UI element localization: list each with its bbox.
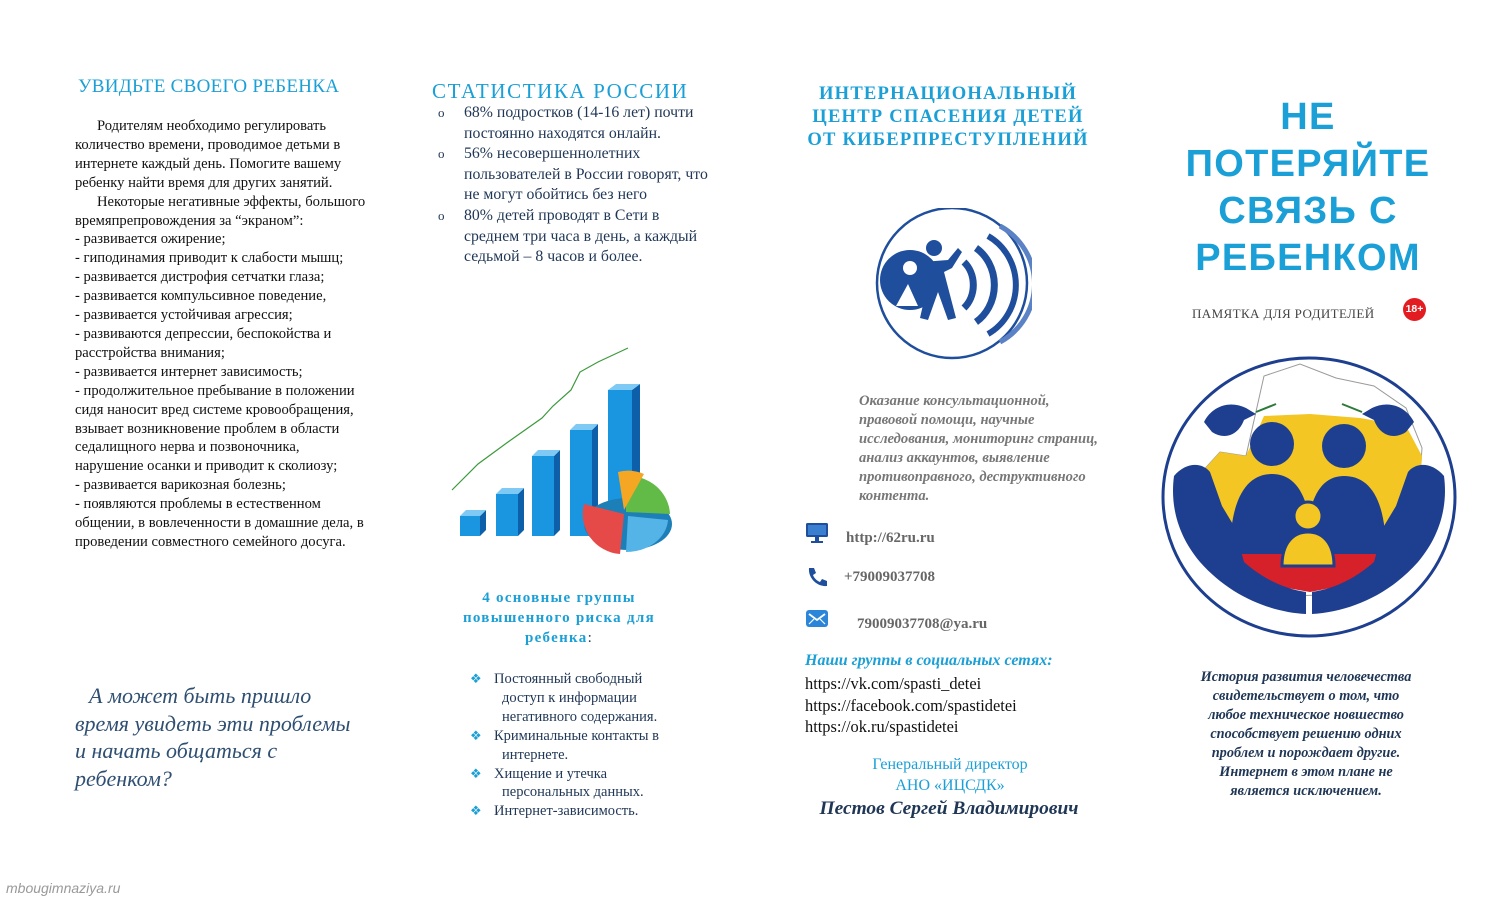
social-link-ok[interactable]: https://ok.ru/spastidetei: [805, 717, 959, 736]
risk-group-item: [470, 670, 710, 727]
organization-title: ИНТЕРНАЦИОНАЛЬНЫЙ ЦЕНТР СПАСЕНИЯ ДЕТЕЙ ОТ КИБЕРПРЕСТУПЛЕНИЙ: [807, 83, 1089, 151]
effect-item: - развивается интернет зависимость;: [75, 363, 303, 380]
effect-item: - гиподинамия приводит к слабости мышц;: [75, 250, 344, 267]
risk-group-item: [470, 727, 710, 765]
statistic-text: 80% детей проводят в Сети в среднем три часа в день, а каждый седьмой – 8 часов и более.: [464, 206, 698, 266]
effect-item: - развивается дистрофия сетчатки глаза;: [75, 269, 325, 286]
closing-question-line1: А может быть пришло: [89, 683, 312, 708]
subtitle: ПАМЯТКА ДЛЯ РОДИТЕЛЕЙ: [1192, 306, 1375, 321]
diamond-bullet-icon: ❖: [470, 727, 482, 743]
bar-chart-growth-illustration: [448, 344, 680, 559]
risk-group-text: Хищение и утечка: [494, 765, 608, 782]
watermark: mbougimnaziya.ru: [6, 880, 121, 896]
social-link-facebook[interactable]: https://facebook.com/spastidetei: [805, 695, 1017, 715]
director-title: Генеральный директор АНО «ИЦСДК»: [872, 756, 1028, 794]
risk-group-text: Криминальные контакты в: [494, 727, 660, 744]
circle-bullet-icon: o: [438, 207, 445, 223]
risk-group-item: [470, 802, 710, 821]
main-title: НЕ ПОТЕРЯЙТЕ СВЯЗЬ С РЕБЕНКОМ: [1185, 96, 1431, 279]
effect-item: - развивается ожирение;: [75, 231, 226, 248]
risk-groups-list: [470, 670, 710, 821]
computer-monitor-icon: [805, 522, 829, 544]
diamond-bullet-icon: ❖: [470, 765, 482, 781]
effect-item: - развиваются депрессии, беспокойства и расстройства внимания;: [75, 325, 332, 361]
diamond-bullet-icon: ❖: [470, 803, 482, 819]
see-your-child-text: [75, 117, 367, 552]
intro-paragraph: Родителям необходимо регулировать количество времени, проводимое детьми в интернете каждый день. Помогите вашему ребенку найти время для других занятий.: [75, 118, 342, 191]
section-title-see-your-child: УВИДЬТЕ СВОЕГО РЕБЕНКА: [78, 76, 340, 97]
family-hands-doves-emblem: [1160, 356, 1458, 640]
statistic-item: [438, 144, 708, 206]
risk-group-text: Постоянный свободный: [494, 671, 643, 687]
risk-group-item: [470, 765, 710, 803]
phone-icon: [805, 566, 829, 588]
child-signal-logo-icon: [872, 208, 1032, 360]
risk-group-text-continued: доступ к информации негативного содержания.: [502, 689, 658, 725]
effect-item: - развивается устойчивая агрессия;: [75, 307, 293, 324]
effects-list: [75, 230, 367, 551]
risk-group-text: Интернет-зависимость.: [494, 803, 639, 820]
statistic-text: 56% несовершеннолетних пользователей в России говорят, что не могут обойтись без него: [464, 145, 708, 204]
statistics-list: [438, 103, 708, 268]
effects-intro: Некоторые негативные эффекты, большого времяпрепровождения за “экраном”:: [75, 193, 366, 229]
effect-item: - появляются проблемы в естественном общении, в вовлеченности в домашние дела, в проведении совместного семейного досуга.: [75, 496, 364, 550]
circle-bullet-icon: o: [438, 105, 445, 120]
section-title-russia-statistics: СТАТИСТИКА РОССИИ: [432, 79, 689, 103]
closing-question: [75, 682, 365, 792]
statistic-text: 68% подростков (14-16 лет) почти постоянно находятся онлайн.: [464, 104, 694, 142]
effect-item: - развивается компульсивное поведение,: [75, 288, 327, 305]
circle-bullet-icon: o: [438, 146, 445, 162]
social-groups-title: Наши группы в социальных сетях:: [805, 652, 1053, 669]
risk-groups-title: 4 основные группы повышенного риска для ребенка:: [462, 590, 656, 646]
closing-question-rest: время увидеть эти проблемы и начать общаться с ребенком?: [75, 710, 351, 791]
effect-item: - развивается варикозная болезнь;: [75, 477, 286, 494]
age-rating-badge: 18+: [1403, 298, 1426, 321]
email-link[interactable]: 79009037708@ya.ru: [857, 616, 988, 632]
effect-item: - продолжительное пребывание в положении сидя наносит вред системе кровообращения, взывает возникновение проблем в области седалищного нерва и позвоночника, нарушение осанки и приводит к сколиозу;: [75, 382, 355, 475]
risk-group-text-continued: интернете.: [502, 746, 569, 763]
social-links: [805, 673, 1017, 738]
diamond-bullet-icon: ❖: [470, 671, 482, 686]
director-name: Пестов Сергей Владимирович: [819, 798, 1079, 819]
social-link-vk[interactable]: https://vk.com/spasti_detei: [805, 674, 982, 693]
statistic-item: [438, 206, 708, 268]
history-paragraph: История развития человечества свидетельствует о том, что любое техническое новшество способствует решению одних проблем и порождает другие. Интернет в этом плане не является исключением.: [1200, 669, 1412, 799]
services-description: Оказание консультационной, правовой помощи, научные исследования, мониторинг страниц, анализ аккаунтов, выявление противоправного, деструктивного контента.: [859, 393, 1098, 504]
phone-number[interactable]: +79009037708: [844, 569, 936, 585]
statistic-item: [438, 103, 708, 144]
envelope-icon: [805, 608, 829, 630]
website-link[interactable]: http://62ru.ru: [846, 530, 935, 546]
risk-group-text-continued: персональных данных.: [502, 784, 644, 801]
